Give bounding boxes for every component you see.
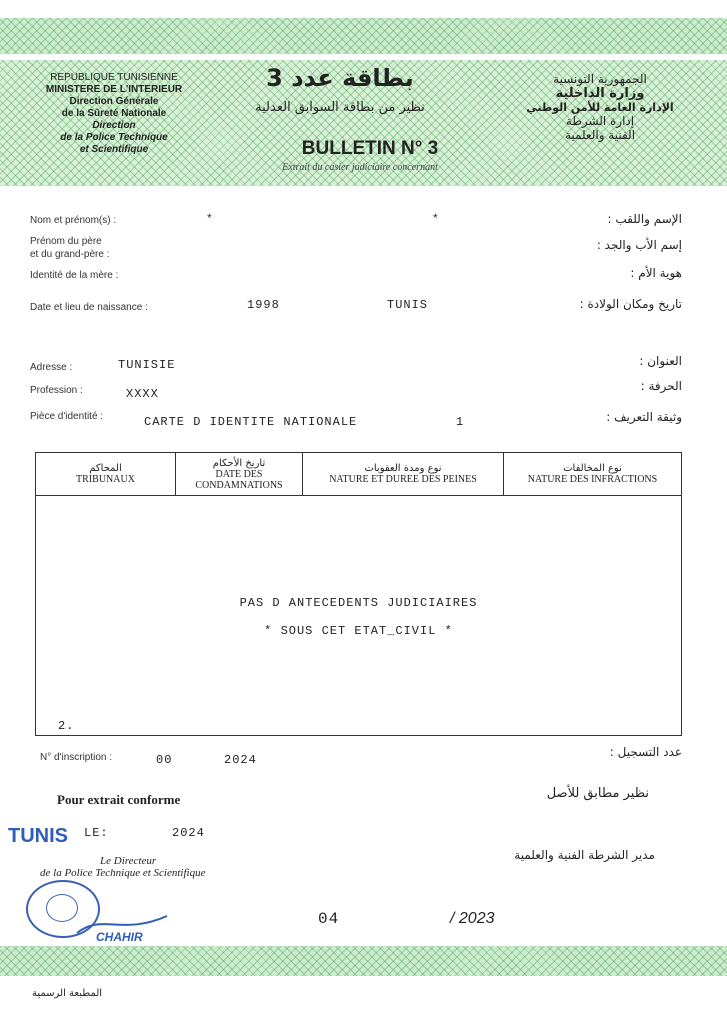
col-infractions-ar: نوع المخالفات: [563, 463, 622, 474]
profession-label: Profession :: [30, 385, 83, 396]
table-body-cell: [36, 496, 682, 736]
id-label: Pièce d'identité :: [30, 411, 104, 422]
conforme-label: Pour extrait conforme: [57, 792, 181, 807]
father-label-1: Prénom du père: [30, 236, 102, 247]
director-label-ar: مدير الشرطة الفنية والعلمية: [514, 848, 655, 862]
bulletin-subtitle: Extrait du casier judiciaire concernant: [282, 162, 438, 173]
name-label: Nom et prénom(s) :: [30, 215, 117, 226]
registration-label-ar: عدد التسجيل :: [609, 745, 682, 759]
title-ar: بطاقة عدد 3: [266, 64, 414, 92]
police-technique-label: de la Police Technique: [60, 132, 168, 143]
address-label: Adresse :: [30, 362, 73, 373]
birth-place-value: TUNIS: [387, 298, 429, 312]
col-peines-ar: نوع ومدة العقوبات: [364, 463, 442, 474]
id-number: 1: [456, 415, 465, 429]
reference-year: / 2023: [450, 910, 495, 927]
registration-label: N° d'inscription :: [40, 752, 113, 763]
father-label-ar: إسم الأب والجد :: [596, 238, 682, 252]
top-security-band: [0, 18, 727, 54]
table-header-row: [36, 453, 682, 496]
name-label-ar: الإسم واللقب :: [607, 212, 682, 226]
civil-status-text: * SOUS CET ETAT_CIVIL *: [264, 624, 453, 638]
signer-name: CHAHIR: [96, 930, 143, 944]
address-value: TUNISIE: [118, 358, 176, 372]
scientifique-label: et Scientifique: [79, 144, 149, 155]
mother-label: Identité de la mère :: [30, 270, 119, 281]
condemnations-table: [35, 452, 682, 736]
registration-num: 00: [156, 753, 173, 767]
profession-label-ar: الحرفة :: [640, 379, 682, 393]
ministry-ar: وزارة الداخلية: [555, 86, 645, 101]
birth-year-value: 1998: [247, 298, 280, 312]
signature-stroke-icon: [72, 908, 172, 938]
id-value: CARTE D IDENTITE NATIONALE: [144, 415, 358, 429]
director-label-2: de la Police Technique et Scientifique: [40, 867, 206, 879]
id-label-ar: وثيقة التعريف :: [606, 410, 682, 424]
registration-year: 2024: [224, 753, 257, 767]
birth-label-ar: تاريخ ومكان الولادة :: [579, 297, 682, 311]
scientific-ar: الفنية والعلمية: [564, 128, 636, 142]
profession-value: XXXX: [126, 387, 159, 401]
header-fr-block: [40, 72, 188, 156]
col-tribunaux: [36, 453, 176, 496]
col-peines: [303, 453, 504, 496]
name-mark-1: *: [207, 211, 212, 225]
city-stamp: TUNIS: [8, 825, 68, 847]
header-ar-block: [520, 72, 680, 142]
col-tribunaux-ar: المحاكم: [89, 463, 122, 474]
table-corner-mark: 2.: [58, 719, 75, 733]
surete-ar: الإدارة العامة للأمن الوطني: [526, 101, 674, 114]
reference-number: 04: [318, 910, 340, 928]
surete-label: de la Sûreté Nationale: [61, 108, 167, 119]
direction-generale-label: Direction Générale: [69, 96, 159, 107]
conforme-label-ar: نظير مطابق للأصل: [546, 786, 649, 801]
col-infractions: [504, 453, 682, 496]
ministry-label: MINISTERE DE L'INTERIEUR: [45, 84, 183, 95]
col-peines-fr: NATURE ET DUREE DES PEINES: [329, 474, 477, 485]
address-label-ar: العنوان :: [639, 354, 682, 368]
father-label-2: et du grand-père :: [30, 249, 110, 260]
col-date: [176, 453, 303, 496]
printer-label-ar: المطبعة الرسمية: [32, 988, 103, 999]
director-label-1: Le Directeur: [100, 855, 157, 867]
col-infractions-fr: NATURE DES INFRACTIONS: [527, 474, 658, 485]
col-date-fr: DATE DES CONDAMNATIONS: [195, 468, 283, 491]
subtitle-ar: نظير من بطاقة السوابق العدلية: [255, 100, 425, 115]
le-label: LE:: [84, 826, 109, 840]
republic-label: REPUBLIQUE TUNISIENNE: [50, 72, 178, 83]
republic-ar: الجمهورية التونسية: [553, 72, 647, 86]
birth-label: Date et lieu de naissance :: [30, 302, 148, 313]
direction-label: Direction: [92, 120, 136, 131]
mother-label-ar: هوية الأم :: [630, 266, 682, 280]
col-tribunaux-fr: TRIBUNAUX: [76, 474, 135, 485]
name-mark-2: *: [433, 211, 438, 225]
col-date-ar: تاريخ الأحكام: [212, 457, 266, 469]
le-year: 2024: [172, 826, 205, 840]
police-ar: إدارة الشرطة: [565, 114, 635, 128]
table-body-row: [36, 496, 682, 736]
no-record-text: PAS D ANTECEDENTS JUDICIAIRES: [239, 596, 478, 610]
bottom-security-band: [0, 946, 727, 976]
bulletin-title: BULLETIN N° 3: [301, 138, 439, 159]
